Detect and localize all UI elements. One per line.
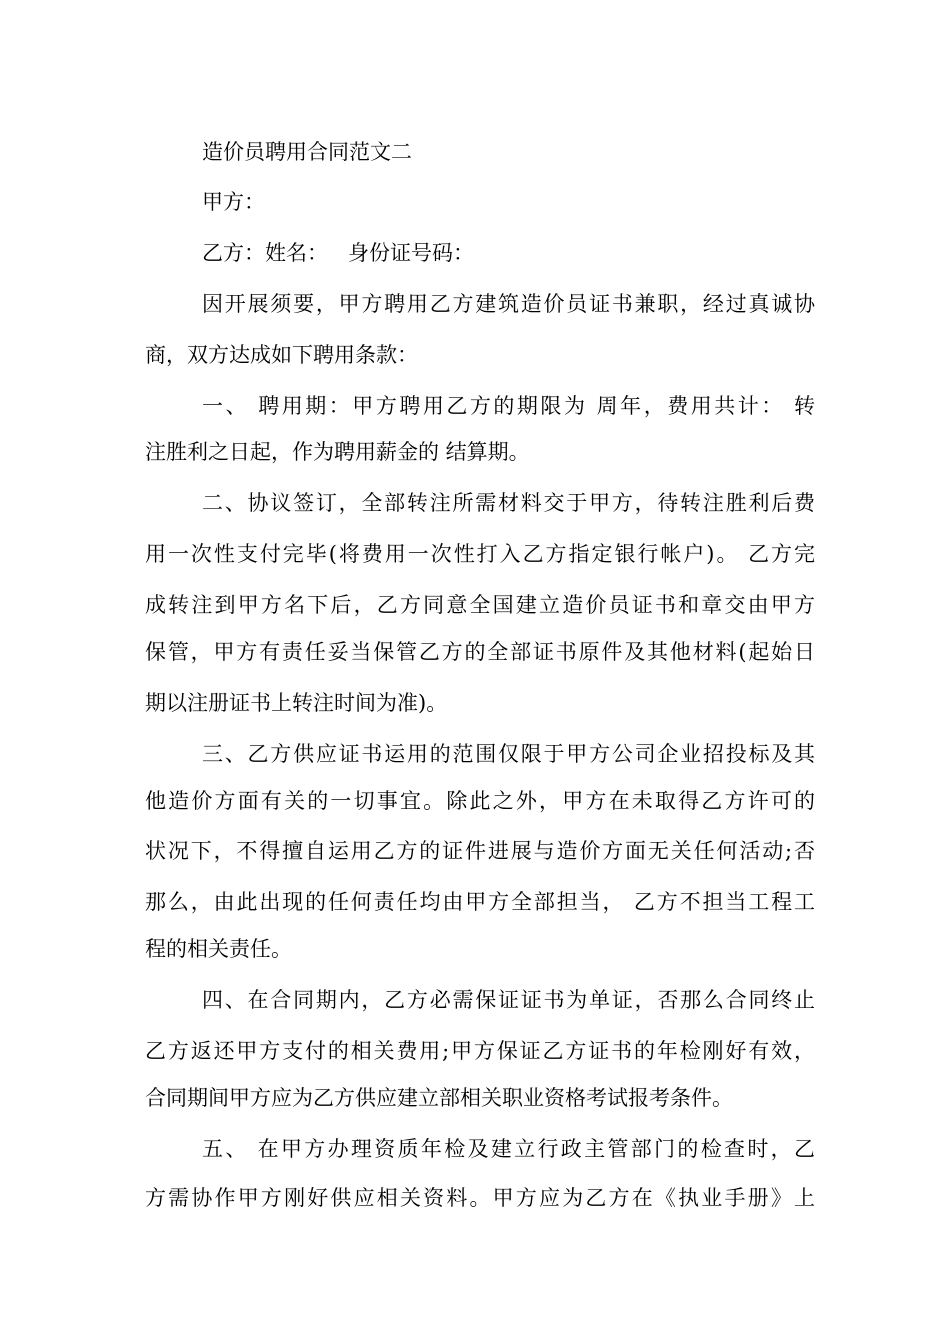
clause-4-line-1: 四、在合同期内，乙方必需保证证书为单证，否那么合同终止 [202,988,815,1012]
paragraph-intro-line-2: 商，双方达成如下聘用条款： [145,343,418,367]
clause-2-line-1: 二、协议签订，全部转注所需材料交于甲方，待转注胜利后费 [202,491,815,515]
document-title: 造价员聘用合同范文二 [202,140,412,164]
clause-1-line-2: 注胜利之日起，作为聘用薪金的 结算期。 [145,440,530,464]
clause-4-line-3: 合同期间甲方应为乙方供应建立部相关职业资格考试报考条件。 [145,1086,733,1110]
clause-2-line-5: 期以注册证书上转注时间为准)。 [145,691,448,715]
clause-5-line-1: 五、 在甲方办理资质年检及建立行政主管部门的检查时，乙 [202,1137,815,1161]
clause-2-line-3: 成转注到甲方名下后，乙方同意全国建立造价员证书和章交由甲方 [145,593,815,617]
clause-3-line-4: 那么，由此出现的任何责任均由甲方全部担当， 乙方不担当工程工 [145,890,815,914]
clause-2-line-4: 保管，甲方有责任妥当保管乙方的全部证书原件及其他材料(起始日 [145,640,815,664]
clause-3-line-1: 三、乙方供应证书运用的范围仅限于甲方公司企业招投标及其 [202,742,815,766]
clause-5-line-2: 方需协作甲方刚好供应相关资料。甲方应为乙方在《执业手册》上 [145,1186,815,1210]
party-b-line: 乙方：姓名： 身份证号码： [202,241,475,265]
clause-3-line-2: 他造价方面有关的一切事宜。除此之外，甲方在未取得乙方许可的 [145,789,815,813]
clause-4-line-2: 乙方返还甲方支付的相关费用;甲方保证乙方证书的年检刚好有效， [145,1039,815,1063]
clause-3-line-5: 程的相关责任。 [145,937,292,961]
party-a-line: 甲方： [202,190,265,214]
clause-1-line-1: 一、 聘用期：甲方聘用乙方的期限为 周年，费用共计： 转 [202,394,815,418]
clause-3-line-3: 状况下，不得擅自运用乙方的证件进展与造价方面无关任何活动;否 [145,839,815,863]
clause-2-line-2: 用一次性支付完毕(将费用一次性打入乙方指定银行帐户)。 乙方完 [145,542,815,566]
paragraph-intro-line-1: 因开展须要，甲方聘用乙方建筑造价员证书兼职，经过真诚协 [202,292,815,316]
